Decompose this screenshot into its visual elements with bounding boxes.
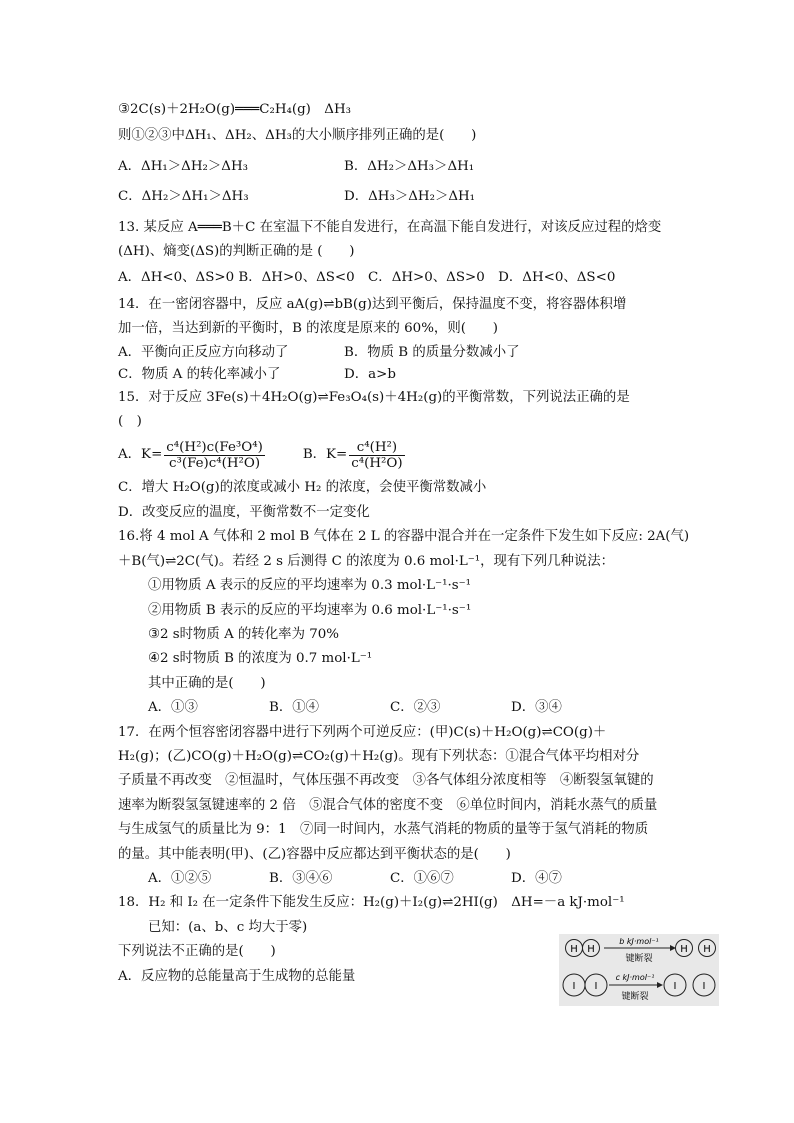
question-12-options-row2 [118, 185, 688, 209]
question-12-options-row1 [118, 155, 688, 179]
option-b: B．①④ [269, 700, 320, 716]
question-17-line3: 子质量不再改变 ②恒温时，气体压强不再改变 ③各气体组分浓度相等 ④断裂氢氧键的 [118, 773, 654, 789]
statement-4: ④2 s时物质 B 的浓度为 0.7 mol·L⁻¹ [148, 651, 373, 667]
atom-i-label: I [572, 981, 576, 992]
question-13-line1: 13. 某反应 A═══B＋C 在室温下不能自发进行，在高温下能自发进行，对该反应过程的焓变 [118, 219, 662, 235]
option-d: D．改变反应的温度，平衡常数不一定变化 [118, 504, 370, 520]
option-a: A．反应物的总能量高于生成物的总能量 [118, 968, 356, 984]
option-c: C．①⑥⑦ [390, 870, 454, 886]
fraction-denominator: c³(Fe)c⁴(H²O) [168, 455, 261, 471]
question-17-line5: 与生成氢气的质量比为 9：1 ⑦同一时间内，水蒸气消耗的物质的量等于氢气消耗的物质 [118, 822, 649, 838]
h-h-molecule [566, 940, 600, 957]
exam-page [118, 98, 688, 989]
question-14-line1: 14．在一密闭容器中，反应 aA(g)⇌bB(g)达到平衡后，保持温度不变，将容器体积增 [118, 296, 627, 312]
bond-breaking-figure [559, 934, 719, 1006]
question-18-line1: 18．H₂ 和 I₂ 在一定条件下能发生反应：H₂(g)＋I₂(g)⇌2HI(g) ΔH=－a kJ·mol⁻¹ [118, 895, 625, 911]
question-12-stem: 则①②③中ΔH₁、ΔH₂、ΔH₃的大小顺序排列正确的是( ) [118, 128, 477, 144]
option-d: D．ΔH₃＞ΔH₂＞ΔH₁ [344, 189, 476, 205]
i-atoms-separated [664, 974, 715, 996]
option-a: A．平衡向正反应方向移动了 [118, 344, 289, 360]
option-a-label: A．K= [118, 447, 163, 463]
atom-h-label: H [680, 944, 688, 955]
question-17-line4: 速率为断裂氢氢键速率的 2 倍 ⑤混合气体的密度不变 ⑥单位时间内，消耗水蒸气的质量 [118, 797, 658, 813]
option-a-fraction [164, 440, 265, 471]
top-energy-label: b kJ·mol⁻¹ [619, 937, 659, 946]
question-16-line1: 16.将 4 mol A 气体和 2 mol B 气体在 2 L 的容器中混合并在一定条件下发生如下反应: 2A(气) [118, 529, 690, 545]
option-a: A．①②⑤ [148, 870, 212, 886]
question-16-line2: ＋B(气)⇌2C(气)。若经 2 s 后测得 C 的浓度为 0.6 mol·L⁻¹，现有下列几种说法： [118, 553, 615, 569]
option-b: B．物质 B 的质量分数减小了 [344, 344, 520, 360]
option-c: C．增大 H₂O(g)的浓度或减小 H₂ 的浓度，会使平衡常数减小 [118, 480, 487, 496]
atom-i-label: I [673, 981, 677, 992]
option-c: C．ΔH₂＞ΔH₁＞ΔH₃ [118, 189, 249, 205]
atom-h-label: H [703, 944, 711, 955]
option-a: A．ΔH₁＞ΔH₂＞ΔH₃ [118, 158, 248, 174]
question-18-ask: 下列说法不正确的是( ) [118, 944, 276, 960]
atom-h-label: H [587, 944, 595, 955]
atom-i-label: I [594, 981, 598, 992]
bottom-bond-breaking-label: 键断裂 [621, 992, 649, 1002]
option-b: B．ΔH₂＞ΔH₃＞ΔH₁ [344, 158, 475, 174]
fraction-denominator: c⁴(H²O) [351, 455, 403, 471]
option-b: B．③④⑥ [269, 870, 333, 886]
question-14-line2: 加一倍，当达到新的平衡时，B 的浓度是原来的 60%，则( ) [118, 321, 498, 337]
option-b-label: B．K= [302, 447, 348, 463]
bond-breaking-diagram [559, 934, 719, 1006]
i-i-molecule [563, 974, 607, 996]
h-atoms-separated [676, 940, 716, 957]
top-bond-breaking-label: 键断裂 [625, 954, 653, 964]
question-17-line1: 17．在两个恒容密闭容器中进行下列两个可逆反应：(甲)C(s)＋H₂O(g)⇌CO(g)＋ [118, 724, 607, 740]
option-b-fraction [349, 440, 404, 471]
statement-3: ③2 s时物质 A 的转化率为 70% [148, 626, 339, 642]
question-15-options-ab [118, 434, 688, 476]
fraction-numerator: c⁴(H²)c(Fe³O⁴) [166, 439, 263, 455]
bottom-arrow [609, 973, 663, 1002]
question-14-options-row1 [118, 342, 688, 364]
reaction-line-3: ③2C(s)＋2H₂O(g)═══C₂H₄(g) ΔH₃ [118, 102, 352, 117]
statement-2: ②用物质 B 表示的反应的平均速率为 0.6 mol·L⁻¹·s⁻¹ [148, 602, 472, 618]
question-15-line2: ( ) [118, 414, 142, 430]
fraction-numerator: c⁴(H²) [349, 440, 404, 456]
question-17-line6: 的量。其中能表明(甲)、(乙)容器中反应都达到平衡状态的是( ) [118, 846, 511, 862]
question-13-options: A．ΔH<0、ΔS>0 B．ΔH>0、ΔS<0 C．ΔH>0、ΔS>0 D．ΔH<0、ΔS<0 [118, 270, 616, 286]
bottom-energy-label: c kJ·mol⁻¹ [615, 973, 655, 982]
option-c: C．②③ [390, 700, 441, 716]
statement-1: ①用物质 A 表示的反应的平均速率为 0.3 mol·L⁻¹·s⁻¹ [148, 578, 472, 594]
question-16-ask: 其中正确的是( ) [148, 675, 266, 691]
option-d: D．a>b [344, 366, 396, 382]
atom-h-label: H [570, 944, 578, 955]
top-arrow [604, 937, 676, 964]
question-16-options [118, 696, 688, 720]
option-d: D．③④ [511, 700, 562, 716]
question-17-line2: H₂(g)；(乙)CO(g)＋H₂O(g)⇌CO₂(g)＋H₂(g)。现有下列状态：①混合气体平均相对分 [118, 748, 640, 764]
option-c: C．物质 A 的转化率减小了 [118, 366, 281, 382]
atom-i-label: I [702, 981, 706, 992]
question-14-options-row2 [118, 364, 688, 386]
question-15-line1: 15．对于反应 3Fe(s)＋4H₂O(g)⇌Fe₃O₄(s)＋4H₂(g)的平衡常数，下列说法正确的是 [118, 389, 630, 405]
question-13-line2: (ΔH)、熵变(ΔS)的判断正确的是 ( ) [118, 244, 355, 260]
question-17-options [118, 867, 688, 891]
question-18-given: 已知：(a、b、c 均大于零) [148, 919, 308, 935]
option-d: D．④⑦ [511, 870, 562, 886]
option-a: A．①③ [148, 700, 198, 716]
